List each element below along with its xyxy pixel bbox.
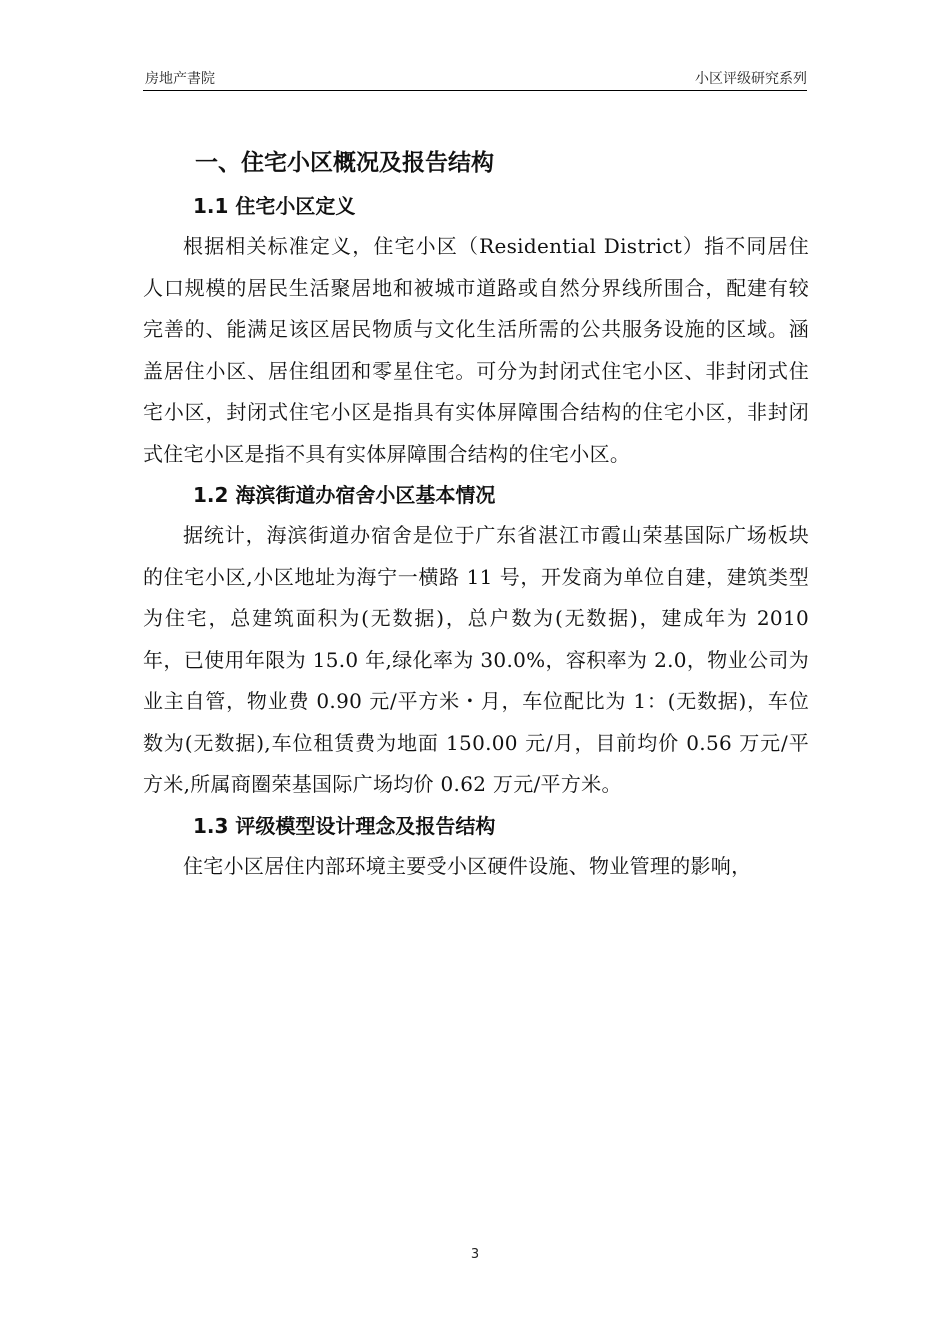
document-body xyxy=(143,140,809,887)
subsection-title-1-3: 1.3 评级模型设计理念及报告结构 xyxy=(193,813,496,838)
subsection-title-1-1: 1.1 住宅小区定义 xyxy=(193,194,356,218)
header-series-title: 小区评级研究系列 xyxy=(695,71,807,87)
section-title: 一、住宅小区概况及报告结构 xyxy=(195,150,494,176)
page-header xyxy=(143,66,807,91)
paragraph-model-design: 住宅小区居住内部环境主要受小区硬件设施、物业管理的影响， xyxy=(183,853,752,878)
page-number: 3 xyxy=(470,1247,480,1262)
paragraph-definition: 根据相关标准定义，住宅小区（Residential District）指不同居住人口规模的居民生活聚居地和被城市道路或自然分界线所围合，配建有较完善的、能满足该区居民物质与文化生活所需的公共服务设施的区域。涵盖居住小区、居住组团和零星住宅。可分为封闭式住宅小区、非封闭式住宅小区，封闭式住宅小区是指具有实体屏障围合结构的住宅小区，非封闭式住宅小区是指不具有实体屏障围合结构的住宅小区。 xyxy=(143,234,809,466)
paragraph-basic-info: 据统计，海滨街道办宿舍是位于广东省湛江市霞山荣基国际广场板块的住宅小区,小区地址为海宁一横路 11 号，开发商为单位自建，建筑类型为住宅，总建筑面积为(无数据)，总户数为(无数据)，建成年为 2010 年，已使用年限为 15.0 年,绿化率为 30.0%，容积率为 2.0，物业公司为业主自管，物业费 0.90 元/平方米・月，车位配比为 1：(无数据)，车位数为(无数据),车位租赁费为地面 150.00 元/月，目前均价 0.56 万元/平方米,所属商圈荣基国际广场均价 0.62 万元/平方米。 xyxy=(143,523,809,796)
subsection-title-1-2: 1.2 海滨街道办宿舍小区基本情况 xyxy=(193,483,496,507)
header-publisher: 房地产書院 xyxy=(145,71,215,87)
